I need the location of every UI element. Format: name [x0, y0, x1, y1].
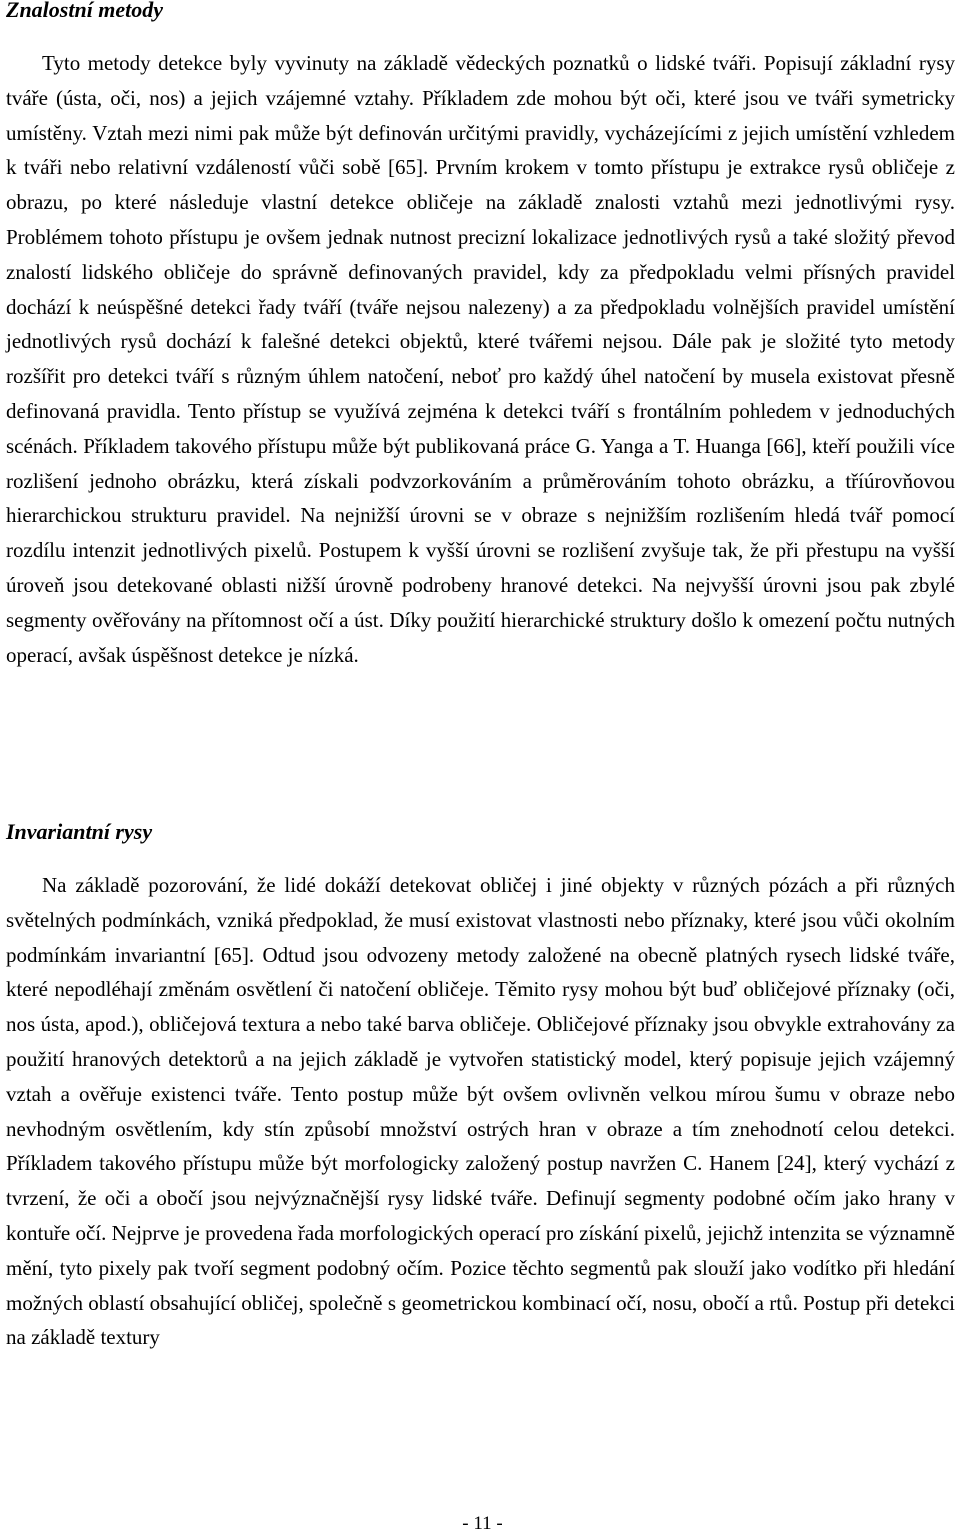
section-paragraph-invariant-features: Na základě pozorování, že lidé dokáží detekovat obličej i jiné objekty v různých pózách a při různých světelných podmínkách, vzniká předpoklad, že musí existovat vlastnosti nebo příznaky, které jsou vůči okolním podmínkám invariantní [65]. Odtud jsou odvozeny metody založené na obecně platných rysech lidské tváře, které nepodléhají změnám osvětlení či natočení obličeje. Těmito rysy mohou být buď obličejové příznaky (oči, nos ústa, apod.), obličejová textura a nebo také barva obličeje. Obličejové příznaky jsou obvykle extrahovány za použití hranových detektorů a na jejich základě je vytvořen statistický model, který popisuje jejich vzájemný vztah a ověřuje existenci tváře. Tento postup může být ovšem ovlivněn velkou mírou šumu v obraze nebo nevhodným osvětlením, kdy stín způsobí množství ostrých hran v obraze a tím znehodnotí celou detekci. Příkladem takového přístupu může být morfologicky založený postup navržen C. Hanem [24], který vychází z tvrzení, že oči a obočí jsou nejvýznačnější rysy lidské tváře. Definují segmenty podobné očím jako hrany v kontuře očí. Nejprve je provedena řada morfologických operací pro získání pixelů, jejichž intenzita se významně mění, tyto pixely pak tvoří segment podobný očím. Pozice těchto segmentů pak slouží jako vodítko při hledání možných oblastí obsahující obličej, společně s geometrickou kombinací očí, nosu, obočí a rtů. Postup při detekci na základě textury: [6, 873, 955, 1350]
section-paragraph-knowledge-methods: Tyto metody detekce byly vyvinuty na základě vědeckých poznatků o lidské tváři. Popisují základní rysy tváře (ústa, oči, nos) a jejich vzájemné vztahy. Příkladem zde mohou být oči, které jsou ve tváři symetricky umístěny. Vztah mezi nimi pak může být definován určitými pravidly, vycházejícími z jejich umístění vzhledem k tváři nebo relativní vzdáleností vůči sobě [65]. Prvním krokem v tomto přístupu je extrakce rysů obličeje z obrazu, po které následuje vlastní detekce obličeje na základě znalosti vztahů mezi jednotlivými rysy. Problémem tohoto přístupu je ovšem jednak nutnost precizní lokalizace jednotlivých rysů a také složitý převod znalostí lidského obličeje do správně definovaných pravidel, kdy za předpokladu velmi přísných pravidel dochází k neúspěšné detekci řady tváří (tváře nejsou nalezeny) a za předpokladu volnějších pravidel umístění jednotlivých rysů dochází k falešné detekci objektů, které tvářemi nejsou. Dále pak je složité tyto metody rozšířit pro detekci tváří s různým úhlem natočení, neboť pro každý úhel natočení by musela existovat přesně definovaná pravidla. Tento přístup se využívá zejména k detekci tváří s frontálním pohledem v jednoduchých scénách. Příkladem takového přístupu může být publikovaná práce G. Yanga a T. Huanga [66], kteří použili více rozlišení jednoho obrázku, která získali podvzorkováním a průměrováním tohoto obrázku, a tříúrovňovou hierarchickou strukturu pravidel. Na nejnižší úrovni se v obraze s nejnižším rozlišením hledá tvář pomocí rozdílu intenzit jednotlivých pixelů. Postupem k vyšší úrovni se rozlišení zvyšuje tak, že při přestupu na vyšší úroveň jsou detekované oblasti nižší úrovně podrobeny hranové detekci. Na nejvyšší úrovni jsou pak zbylé segmenty ověřovány na přítomnost očí a úst. Díky použití hierarchické struktury došlo k omezení počtu nutných operací, avšak úspěšnost detekce je nízká.: [6, 51, 955, 667]
section-heading-invariant-features: Invariantní rysy: [6, 819, 153, 844]
page-number: - 11 -: [462, 1513, 503, 1534]
section-heading-knowledge-methods: Znalostní metody: [6, 0, 164, 22]
